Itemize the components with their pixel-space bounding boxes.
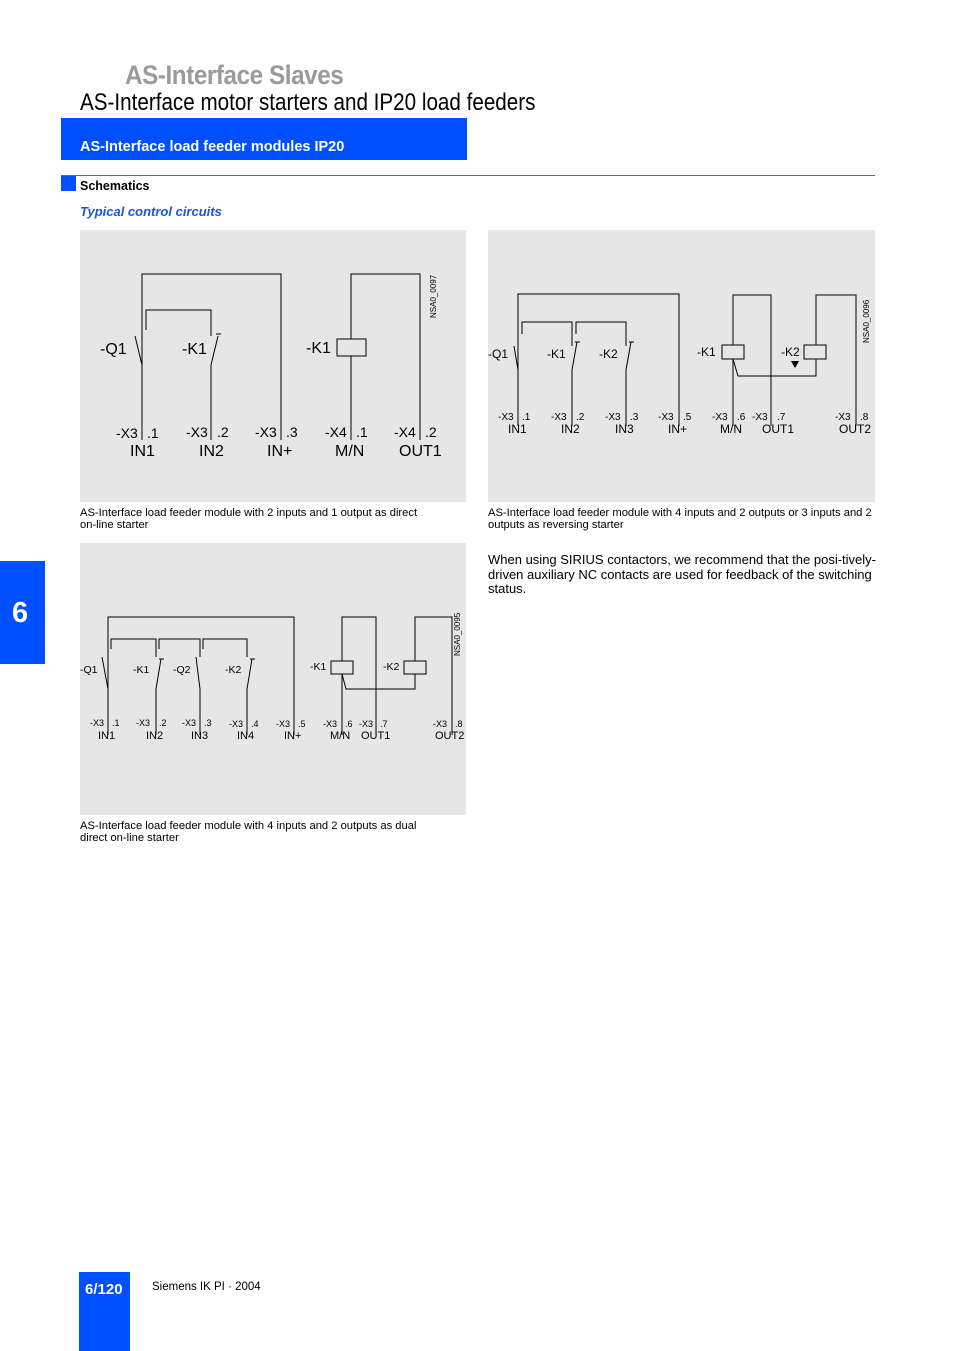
terminal-label: .1 [522, 412, 531, 423]
terminal-label: .2 [217, 424, 229, 440]
device-label: -Q1 [488, 347, 509, 361]
signal-label: IN3 [191, 730, 209, 742]
chapter-tab [0, 561, 45, 664]
terminal-label: .1 [147, 425, 159, 441]
signal-label: IN+ [267, 443, 293, 460]
signal-label: IN1 [508, 422, 527, 436]
terminal-label: .2 [576, 412, 585, 423]
device-label: -K1 [306, 340, 331, 357]
terminal-label: -X3 [229, 719, 244, 729]
terminal-label: -X3 [136, 718, 151, 728]
terminal-label: -X3 [182, 718, 197, 728]
terminal-label: .8 [455, 719, 463, 729]
terminal-label: -X3 [323, 719, 338, 729]
device-label: -Q1 [80, 664, 98, 676]
signal-label: IN3 [615, 422, 634, 436]
footer-publisher: Siemens IK PI · 2004 [152, 1281, 261, 1293]
terminal-label: -X3 [551, 412, 567, 423]
signal-label: IN4 [237, 730, 255, 742]
terminal-label: .2 [159, 718, 167, 728]
terminal-label: -X3 [835, 412, 851, 423]
drawing-code: NSA0_0096 [862, 299, 871, 343]
terminal-label: -X3 [186, 424, 208, 440]
page-number: 6/120 [85, 1281, 123, 1298]
signal-label: IN+ [284, 730, 302, 742]
terminal-label: -X3 [433, 719, 448, 729]
terminal-label: -X3 [116, 425, 138, 441]
device-label: -K1 [182, 341, 207, 358]
terminal-label: .3 [286, 424, 298, 440]
schematic-diagram-2 [488, 230, 875, 502]
device-label: -K1 [310, 661, 327, 673]
drawing-code: NSA0_0097 [429, 274, 438, 318]
signal-label: IN2 [146, 730, 164, 742]
terminal-label: .7 [777, 412, 786, 423]
signal-label: OUT2 [435, 730, 465, 742]
bullet-square [61, 176, 76, 191]
signal-label: OUT1 [361, 730, 391, 742]
terminal-label: .2 [425, 424, 437, 440]
section-banner [61, 118, 467, 160]
terminal-label: .4 [251, 719, 259, 729]
page-subtitle: AS-Interface motor starters and IP20 load feeders [80, 89, 536, 116]
terminal-label: -X3 [359, 719, 374, 729]
terminal-label: -X3 [90, 718, 105, 728]
terminal-label: .8 [860, 412, 869, 423]
terminal-label: -X4 [394, 424, 416, 440]
device-label: -K1 [133, 664, 150, 676]
terminal-label: -X3 [255, 424, 277, 440]
device-label: -Q1 [100, 341, 127, 358]
terminal-label: -X3 [498, 412, 514, 423]
signal-label: M/N [330, 730, 351, 742]
terminal-label: -X3 [276, 719, 291, 729]
chapter-number: 6 [12, 597, 29, 629]
terminal-label: .5 [683, 412, 692, 423]
caption-diagram-1: AS-Interface load feeder module with 2 inputs and 1 output as direct on-line starter [80, 507, 418, 531]
page-number-box [79, 1272, 130, 1351]
signal-label: IN1 [98, 730, 116, 742]
caption-diagram-2: AS-Interface load feeder module with 4 inputs and 2 outputs or 3 inputs and 2 outputs as reversing starter [488, 507, 872, 531]
signal-label: M/N [720, 422, 742, 436]
terminal-label: .3 [630, 412, 639, 423]
terminal-label: .1 [112, 718, 120, 728]
device-label: -K1 [697, 345, 716, 359]
terminal-label: -X3 [658, 412, 674, 423]
device-label: -K2 [383, 661, 400, 673]
page-title: AS-Interface Slaves [125, 60, 344, 90]
signal-label: IN2 [199, 443, 224, 460]
terminal-label: .6 [737, 412, 746, 423]
signal-label: OUT2 [839, 422, 872, 436]
typical-circuits-label: Typical control circuits [80, 204, 222, 219]
device-label: -K2 [599, 347, 618, 361]
device-label: -K1 [547, 347, 566, 361]
signal-label: IN1 [130, 443, 155, 460]
signal-label: OUT1 [762, 422, 795, 436]
signal-label: IN2 [561, 422, 580, 436]
terminal-label: .6 [345, 719, 353, 729]
terminal-label: -X3 [605, 412, 621, 423]
drawing-code: NSA0_0095 [453, 612, 462, 656]
terminal-label: -X3 [712, 412, 728, 423]
device-label: -K2 [781, 345, 800, 359]
terminal-label: .3 [204, 718, 212, 728]
schematic-diagram-1 [80, 230, 466, 502]
section-divider [61, 175, 875, 176]
device-label: -Q2 [173, 664, 191, 676]
device-label: -K2 [225, 664, 242, 676]
signal-label: M/N [335, 443, 365, 460]
section-heading: AS-Interface load feeder modules IP20 [80, 139, 345, 155]
terminal-label: -X4 [325, 424, 347, 440]
schematics-label: Schematics [80, 179, 150, 193]
schematic-diagram-3 [80, 543, 466, 815]
terminal-label: .1 [356, 424, 368, 440]
terminal-label: -X3 [752, 412, 768, 423]
contactor-note: When using SIRIUS contactors, we recommend that the posi-tively-driven auxiliary NC contacts are used for feedback of the switching status. [488, 552, 876, 596]
terminal-label: .7 [380, 719, 388, 729]
signal-label: OUT1 [399, 443, 442, 460]
signal-label: IN+ [668, 422, 688, 436]
caption-diagram-3: AS-Interface load feeder module with 4 inputs and 2 outputs as dual direct on-line starter [80, 820, 417, 844]
terminal-label: .5 [298, 719, 306, 729]
